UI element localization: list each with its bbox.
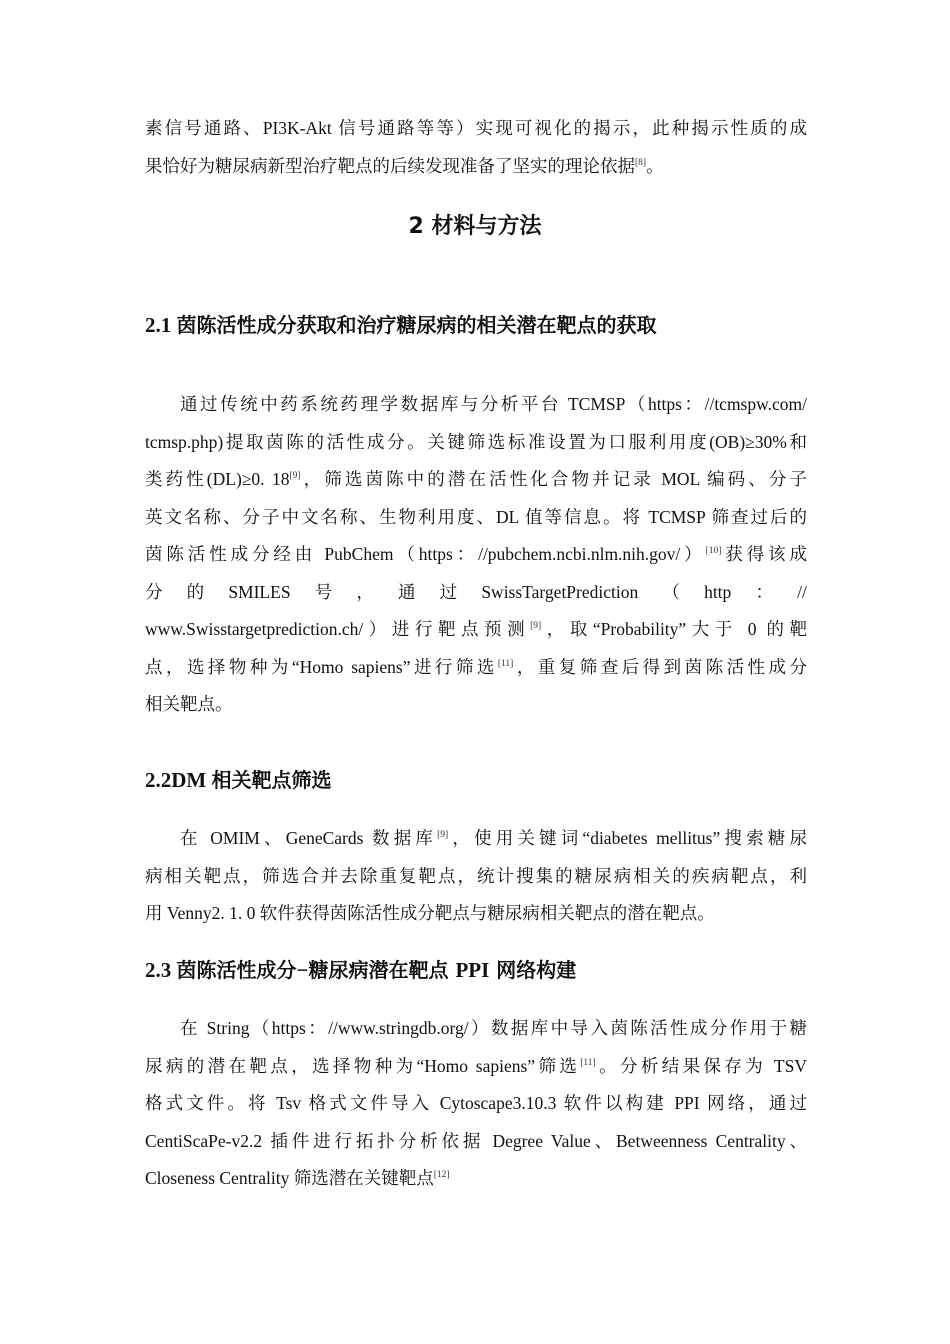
citation: [9] — [530, 621, 542, 631]
citation: [12] — [433, 1170, 450, 1180]
text-line: 点，选择物种为“Homo sapiens”进行筛选[11]，重复筛查后得到茵陈活性成分 — [145, 656, 807, 677]
text-line: tcmsp.php)提取茵陈的活性成分。关键筛选标准设置为口服利用度(OB)≥30%和 — [145, 431, 807, 452]
section-2-3-paragraph — [145, 1010, 807, 1198]
text-line: 用 Venny2. 1. 0 软件获得茵陈活性成分靶点与糖尿病相关靶点的潜在靶点。 — [145, 903, 715, 923]
text-line: CentiScaPe-v2.2 插件进行拓扑分析依据 Degree Value、Betweenness Centrality、 — [145, 1130, 807, 1151]
text-line: 英文名称、分子中文名称、生物利用度、DL 值等信息。将 TCMSP 筛查过后的 — [145, 506, 807, 527]
text-line: 素信号通路、PI3K-Akt 信号通路等等）实现可视化的揭示，此种揭示性质的成 — [145, 118, 807, 138]
text-line-spread: 分 的 SMILES 号 ， 通 过 SwissTargetPrediction （ http ： // — [145, 581, 807, 602]
section-2-2-paragraph — [145, 820, 807, 933]
citation: [8] — [635, 157, 647, 168]
text-line: 通过传统中药系统药理学数据库与分析平台 TCMSP（https：//tcmspw.com/ — [180, 394, 807, 414]
chapter-title: 2 材料与方法 — [408, 214, 542, 239]
intro-paragraph — [145, 110, 807, 185]
text-line: 格式文件。将 Tsv 格式文件导入 Cytoscape3.10.3 软件以构建 PPI 网络，通过 — [145, 1093, 807, 1113]
text-line: 果恰好为糖尿病新型治疗靶点的后续发现准备了坚实的理论依据[8]。 — [145, 155, 664, 176]
citation: [9] — [289, 471, 301, 481]
text-line: 在 String（https：//www.stringdb.org/）数据库中导入茵陈活性成分作用于糖 — [180, 1018, 807, 1038]
text-line: Closeness Centrality 筛选潜在关键靶点[12] — [145, 1168, 450, 1188]
text-line: 茵陈活性成分经由 PubChem（https：//pubchem.ncbi.nlm.nih.gov/）[10]获得该成 — [145, 544, 807, 564]
section-heading-2-3: 2.3 茵陈活性成分−糖尿病潜在靶点 PPI 网络构建 — [145, 958, 577, 982]
section-2-1-paragraph — [145, 386, 807, 724]
section-heading-2-2: 2.2DM 相关靶点筛选 — [145, 768, 332, 792]
citation: [11] — [580, 1057, 596, 1068]
text-line: 类药性(DL)≥0. 18[9]，筛选茵陈中的潜在活性化合物并记录 MOL 编码、分子 — [145, 469, 807, 489]
citation: [9] — [437, 830, 449, 840]
citation: [10] — [705, 546, 722, 556]
citation: [11] — [497, 658, 514, 669]
text-line: 病相关靶点，筛选合并去除重复靶点，统计搜集的糖尿病相关的疾病靶点，利 — [145, 865, 807, 886]
text-line: 尿病的潜在靶点，选择物种为“Homo sapiens”筛选[11]。分析结果保存为 TSV — [145, 1055, 807, 1076]
text-line: 在 OMIM、GeneCards 数据库[9]，使用关键词“diabetes mellitus”搜索糖尿 — [180, 828, 807, 848]
section-heading-2-1: 2.1 茵陈活性成分获取和治疗糖尿病的相关潜在靶点的获取 — [145, 313, 657, 337]
text-line: 相关靶点。 — [145, 694, 233, 714]
text-line: www.Swisstargetprediction.ch/）进行靶点预测[9]，取“Probability”大于 0 的靶 — [145, 619, 807, 639]
